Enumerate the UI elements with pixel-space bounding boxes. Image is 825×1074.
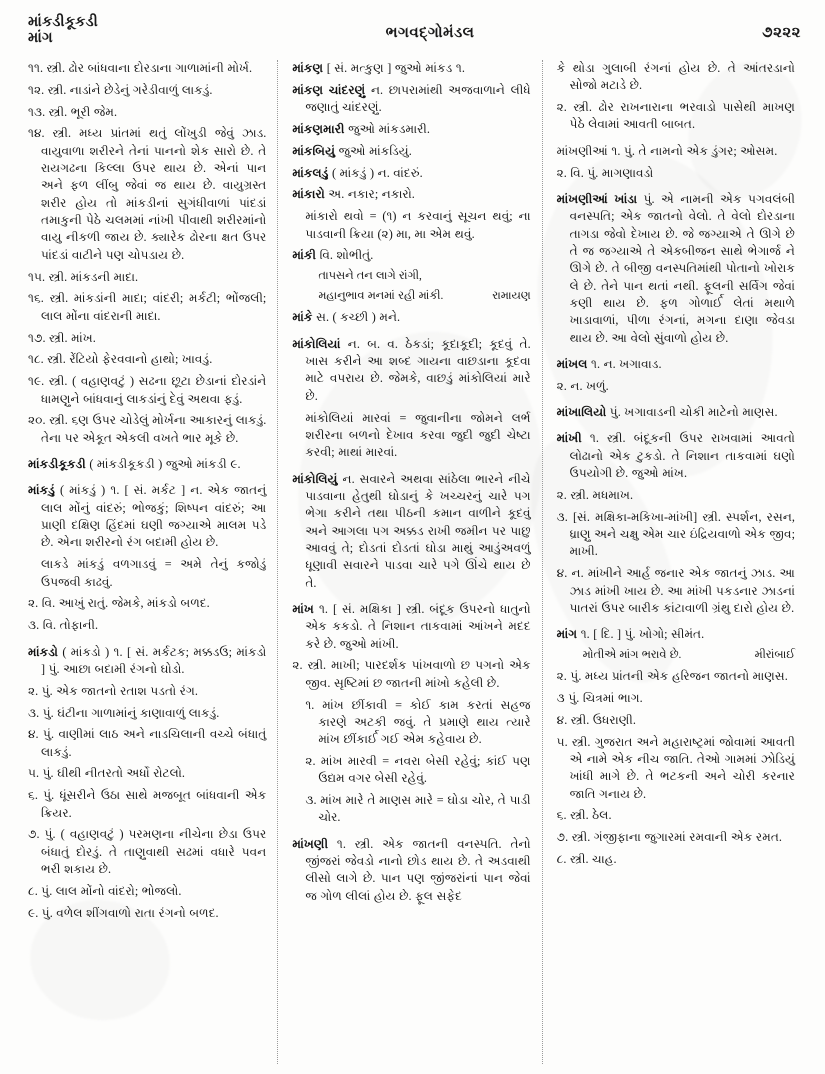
text-column-2 bbox=[278, 60, 542, 1064]
entry-headword: માંખણી bbox=[292, 836, 329, 851]
running-head-left bbox=[28, 14, 98, 46]
entry-sense-line: ૧૪. સ્ત્રી. મધ્ય પ્રાંતમાં થતું લોંખુડી જેવું ઝાડ. વાયુવાળા શરીરને તેનાં પાનનો શેક સારો છે. તે રાયગઢના કિલ્લા ઉપર થાય છે. એનાં પાન અને ફળ લીંબુ જેવાં જ થાય છે. વાયુગ્રસ્ત શરીર હોય તો માંકડીનાં સુગંધીવાળાં પાંદડાં તમાકુની પેઠે ચલમમાં નાંખી પીવાથી શરીરમાંનો વાયુ નીકળી જાય છે. ક્યારેક ઢોરના ક્ષત ઉપર પાંદડાં વાટીને પણ ચોપડાય છે. bbox=[28, 126, 267, 262]
entry-sense-line: ૨. સ્ત્રી. માખી; પારદર્શક પાંખવાળો છ પગનો એક જીવ. સૃષ્ટિમાં છ જાતની માંખો કહેલી છે. bbox=[292, 658, 531, 690]
running-head-last-entry: માંગ bbox=[28, 30, 53, 47]
entry-sense-line: ૨. વિ. આખું રાતું. જેમકે, માંકડો બળદ. bbox=[28, 596, 210, 611]
entry-sense-line: ૧૩. સ્ત્રી. ભૂરી જેમ. bbox=[28, 104, 118, 119]
entry-sense-line: ૪. પું. વાણીમાં લાઠ અને નાડચિલાની વચ્ચે બંધાતું લાકડું. bbox=[28, 727, 267, 759]
entry-sense-line: ૧૮. સ્ત્રી. રેંટિયો ફેરવવાનો હાથો; ખાવડું. bbox=[28, 352, 213, 367]
entry-sense-line: ૭. પું. ( વહાણવટું ) પરમણના નીચેના છેડા ઉપર બંધાતું દોરડું. તે તાણુવાથી સઢમાં વધારે પવન ભરી શકાય છે. bbox=[28, 827, 267, 877]
entry-sense-line: ૧૨. સ્ત્રી. નાડાંને છેડેનું ગરેડીવાળું લાકડું. bbox=[28, 82, 213, 97]
dictionary-entry: માંકારો અ. નકાર; નકારો. bbox=[292, 187, 415, 202]
entry-sense-line: ૨. સ્ત્રી. ઢોર રાખનારાના ભરવાડો પાસેથી માખણ પેઠે લેવામાં આવતી બાબત. bbox=[556, 100, 795, 132]
entry-headword: માંકોલિયાં bbox=[292, 336, 341, 351]
entry-sense-line: માંકારો થવો = (૧) ન કરવાનું સૂચન થવું; ના પાડવાની ક્રિયા (૨) મા, મા એમ થવું. bbox=[305, 209, 531, 241]
dictionary-entry: માંખણી ૧. સ્ત્રી. એક જાતની વનસ્પતિ. તેનો જીંજરાં જેવડો નાનો છોડ થાય છે. તે અડવાથી લીસો લાગે છે. પાન પણ જીંજરાંનાં પાન જેવાં જ ગોળ લીલાં હોય છે. ફૂલ સફેદ bbox=[292, 836, 531, 903]
entry-sense-line: રામાયણ મહાનુભાવ મનમાં રહી માંકી. bbox=[292, 289, 530, 305]
dictionary-entry: માંકી વિ. શોભીતું. bbox=[292, 248, 374, 263]
text-column-3 bbox=[543, 60, 807, 1064]
entry-sense-line: ૧૧. સ્ત્રી. ઢોર બાંધવાના દોરડાના ગાળામાંની મોર્ખ. bbox=[28, 61, 253, 75]
entry-sense-line: ૨. માંખ મારવી = નવરા બેસી રહેવું; કાંઈ પણ ઉદ્યમ વગર બેસી રહેવું. bbox=[305, 753, 531, 786]
dictionary-entry: માંખણીઆં ખાંડા પું. એ નામની એક પગવલંબી વનસ્પતિ; એક જાતનો વેલો. તે વેલો દોરડાના તાગડા જેવો દેખાય છે. જે જગ્યાએ તે ઊગે છે તે જ જગ્યાએ તે એકબીજન સાથે ભેગાર્જ ને ઊગે છે. તે બીજી વનસ્પતિમાંથી પોતાનો ખોરાક લે છે. તેને પાન થતાં નથી. ફૂલની સર્વિગ જેવાં કણી થાય છે. ફળ ગોળાર્ઈ લેતાં મથાળે ખાડાવાળાં, પીળા રંગનાં, મગના દાણા જેવડા થાય છે. આ વેલો સુંવાળો હોય છે. bbox=[556, 191, 795, 345]
entry-sense-line: ૧૬. સ્ત્રી. માંકડાંની માદા; વાંદરી; મર્કટી; ભોંજલી; લાલ મોંના વાંદરાની માદા. bbox=[28, 291, 267, 323]
entry-sense-line: લાકડે માંકડું વળગાડવું = અમે તેનું કજોડું ઉપજવી કાઢવું. bbox=[41, 557, 267, 589]
dictionary-entry: માંખ ૧. [ સં. મક્ષિકા ] સ્ત્રી. બંદૂક ઉપરનો ધાતુનો એક કકડો. તે નિશાન તાકવામાં આંખને મદદ કરે છે. જુઓ માંખી. bbox=[292, 601, 531, 651]
page-header bbox=[28, 14, 801, 58]
entry-sense-line: ૫. સ્ત્રી. ગુજરાત અને મહારાષ્ટ્રમાં જોવામાં આવતી એ નામે એક નીચ જાતિ. તેઓ ગામમાં ઝોડિયું ખાંધી માગે છે. તે ભટકની અને ચોરી કરનાર જાતિ ગનાય છે. bbox=[556, 734, 795, 801]
entry-sense-line: ૩ પું. ચિત્રમાં ભાગ. bbox=[556, 690, 643, 705]
dictionary-entry: માંકલડું ( માંકડું ) ન. વાંદરું. bbox=[292, 165, 423, 180]
entry-headword: માંકડીકૂકડી bbox=[28, 457, 86, 472]
entry-sense-line: ૧. માંખ છીંકાવી = કોઈ કામ કરતાં સહજ કારણે અટકી જવું. તે પ્રમાણે થાય ત્યારે માંખ છીંકાર્ઈ ગઈ એમ કહેવાય છે. bbox=[305, 697, 531, 747]
entry-headword: માંખી bbox=[556, 431, 582, 446]
entry-sense-line: ૧૯. સ્ત્રી. ( વહાણવટું ) સઢના છૂટા છેડાનાં દોરડાંને ધામણુને બાંધવાનું લાકડાંનું દેવું અથવા ફડું. bbox=[28, 374, 267, 406]
dictionary-entry: માંકડું ( માંકડું ) ૧. [ સં. મર્કટ ] ન. એક જાતનું લાલ મોંનું વાંદરું; ભોજકું; શિષ્પન વાંદરું; આ પ્રાણી દક્ષિણ હિંદમાં ઘણી જગ્યાએ માલમ પડે છે. એના શરીરનો રંગ બદામી હોય છે. bbox=[28, 483, 267, 550]
dictionary-entry: માંકડો ( માંકડો ) ૧. [ સં. મર્કટક; મક્કડઉ; માંકડો ] પું. આછા બદામી રંગનો ઘોડો. bbox=[28, 644, 267, 676]
entry-sense-line: ૮. પું. લાલ મોંનો વાંદરો; ભોજલો. bbox=[28, 883, 182, 898]
dictionary-entry: માંકણ [ સં. મત્કુણ ] જુઓ માંકડ ૧. bbox=[292, 61, 465, 75]
entry-sense-line: ૪. ન. માંખીને આર્હ જનાર એક જાતનું ઝાડ. આ ઝાડ માંખી ખાય છે. આ માંખી પકડનાર ઝાડનાં પાતરાં ઉપર બારીક કાંટાવાળી ગ્રંથુ દારો હોય છે. bbox=[556, 566, 795, 615]
entry-headword: માંખાલિયો bbox=[556, 405, 607, 420]
entry-headword: માંખલ bbox=[556, 356, 588, 371]
entry-sense-line: ૩. માંખ મારે તે માણસ મારે = ઘોડા ચોર, તે પાડી ચોર. bbox=[305, 793, 531, 825]
entry-sense-line: કે થોડા ગુલાબી રંગનાં હોય છે. તે આંતરડાનો સોજો મટાડે છે. bbox=[556, 61, 795, 93]
quote-source: રામાયણ bbox=[492, 290, 531, 303]
dictionary-entry: માંગ ૧. [ દિ. ] પું. ખોગો; સીમંત. bbox=[556, 627, 705, 642]
dictionary-entry: માંખલ ૧. ન. ખગાવાડ. bbox=[556, 356, 662, 371]
text-column-1 bbox=[24, 60, 278, 1064]
dictionary-entry: માંખી ૧. સ્ત્રી. બંદૂકની ઉપર રાખવામાં આવતો લોઢાનો એક ટુકડો. તે નિશાન તાકવામાં ઘણો ઉપયોગી છે. જુઓ માંખ. bbox=[556, 431, 795, 481]
book-title: ભગવદ્ગોમંડલ bbox=[385, 25, 475, 41]
entry-sense-line: ૬. સ્ત્રી. ઠેલ. bbox=[556, 808, 612, 823]
dictionary-entry: માંકડીકૂકડી ( માંકડીકૂકડી ) જુઓ માંકડી ૯. bbox=[28, 457, 241, 472]
entry-headword: માંખ bbox=[292, 601, 314, 616]
entry-headword: માંકડો bbox=[28, 644, 58, 659]
entry-sense-line: ૭. સ્ત્રી. ગંજીફાના જુગારમાં રમવાની એક રમત. bbox=[556, 830, 782, 845]
page-number: ૭૨૨૨ bbox=[762, 25, 801, 41]
entry-headword: માંકલડું bbox=[292, 165, 329, 180]
entry-sense-line: ૧૫. સ્ત્રી. માંકડની માદા. bbox=[28, 269, 139, 284]
running-head-first-entry: માંકડીકૂકડી bbox=[28, 14, 98, 30]
entry-sense-line: ૫. પું. ઘીથી નીતરતો અર્ધો રોટલો. bbox=[28, 766, 185, 781]
entry-sense-line: ૯. પું. વળેલ શીંગવાળો રાતા રંગનો બળદ. bbox=[28, 905, 219, 920]
dictionary-entry: માંકે સ. ( કચ્છી ) મને. bbox=[292, 310, 401, 325]
dictionary-entry: માંકોલિયાં ન. બ. વ. ઠેકડાં; કૂદાકૂદી; કૂદવું તે. ખાસ કરીને આ શબ્દ ગાયના વાછડાના કૂદવા માટે વપરાય છે. જેમકે, વાછડું માંકોલિયાં મારે છે. bbox=[292, 336, 531, 403]
entry-headword: માંકારો bbox=[292, 187, 325, 202]
entry-sense-line: ૨. વિ. પું. માગણાવડો bbox=[556, 165, 654, 180]
entry-headword: માંકબિયું bbox=[292, 143, 336, 158]
entry-sense-line: ૧૭. સ્ત્રી. માંખ. bbox=[28, 330, 96, 345]
entry-sense-line: ૨. ન. ખળું. bbox=[556, 378, 609, 393]
dictionary-entry: માંકોલિયું ન. સવારને અથવા સાંઠેલા ભારને નીચે પાડવાના હેતુથી ઘોડાનું કે ખચ્ચરનું ચારે પગ ભેગા કરીને તથા પીઠની કમાન વાળીને કૂદવું અને આગલા પગ અક્કડ રાખી જમીન પર પાછુ આવવું તે; દોડતાં દોડતાં ઘોડા માથું આડુંઅવળું ધૂણાવી સવારને પાડવા ચારે પગે ઊંચે થાય છે તે. bbox=[292, 471, 531, 590]
entry-headword: માંખણીઆં ખાંડા bbox=[556, 191, 638, 206]
dictionary-entry: માંકણમારી જુઓ માંકડમારી. bbox=[292, 121, 430, 136]
entry-headword: માંકણ ચાંદરણું bbox=[292, 82, 366, 97]
quote-source: મીરાંબાઈ bbox=[754, 649, 795, 662]
entry-headword: માંકોલિયું bbox=[292, 471, 338, 486]
entry-headword: માંકણમારી bbox=[292, 121, 345, 136]
entry-sense-line: ૨. પું. મધ્ય પ્રાંતની એક હરિજન જાતનો માણસ. bbox=[556, 669, 788, 684]
dictionary-entry: માંખણીઆં ૧. પું. તે નામનો એક ડુંગર; ઓસમ. bbox=[556, 143, 778, 158]
entry-sense-line: ૬. પું. ધૂંસરીને ઉઠા સાથે મજબૂત બાંધવાની એક ક્રિયર. bbox=[28, 788, 267, 820]
entry-sense-line: ૩. વિ. તોફાની. bbox=[28, 618, 99, 633]
column-container bbox=[24, 60, 807, 1064]
entry-sense-line: મીરાંબાઈ મોતીએ માંગ ભરાવે છે. bbox=[557, 648, 795, 664]
entry-sense-line: ૮. સ્ત્રી. ચાહ. bbox=[556, 852, 617, 867]
entry-sense-line: માંકોલિયાં મારવાં = જુવાનીના જોમને લર્ભ શરીરના બળનો દેખાવ કરવા જુદી જુદી ચેષ્ટા કરવી; માથાં મારવાં. bbox=[305, 410, 531, 460]
entry-sense-line: ૨. સ્ત્રી. મધમાખ. bbox=[556, 487, 634, 502]
dictionary-entry: માંખાલિયો પું. ખગાવાડની ચોકી માટેનો માણસ. bbox=[556, 405, 778, 420]
entry-headword: માંકે bbox=[292, 310, 313, 325]
entry-headword: માંકી bbox=[292, 248, 317, 263]
entry-sense-line: ૨. પું. એક જાતનો રતાશ પડતો રંગ. bbox=[28, 683, 198, 698]
dictionary-entry: માંકણ ચાંદરણું ન. છાપરામાંથી અજવાળાને લીધે જણાતું ચાંદરણું. bbox=[292, 82, 531, 115]
entry-sense-line: ૪. સ્ત્રી. ઉધરાણી. bbox=[556, 712, 636, 727]
entry-sense-line: ૨૦. સ્ત્રી. ૬ણ ઉપર ચોડેલું મોર્ખના આકારનું લાકડું. તેના પર એકૂત એકલી વખતે ભાર મૂકે છે. bbox=[28, 413, 267, 445]
dictionary-entry: માંકબિયું જુઓ માંકડિયું. bbox=[292, 143, 412, 158]
entry-headword: માંકણ bbox=[292, 61, 324, 75]
entry-sense-line: તાપસને તન લાગે રાંગી, bbox=[318, 270, 422, 283]
entry-headword: માંકડું bbox=[28, 483, 55, 498]
entry-sense-line: ૩. પું. ઘંટીના ગાળામાંનું કાણાવાળું લાકડું. bbox=[28, 705, 220, 720]
entry-sense-line: ૩. [સં. મક્ષિકા-મકિખા-માંખી] સ્ત્રી. સ્પર્શન, રસન, ધ્રાણુ અને ચક્ષુ એમ ચાર ઇંદ્રિયવાળો એક જીવ; માખી. bbox=[556, 509, 795, 559]
entry-headword: માંગ bbox=[556, 627, 578, 642]
